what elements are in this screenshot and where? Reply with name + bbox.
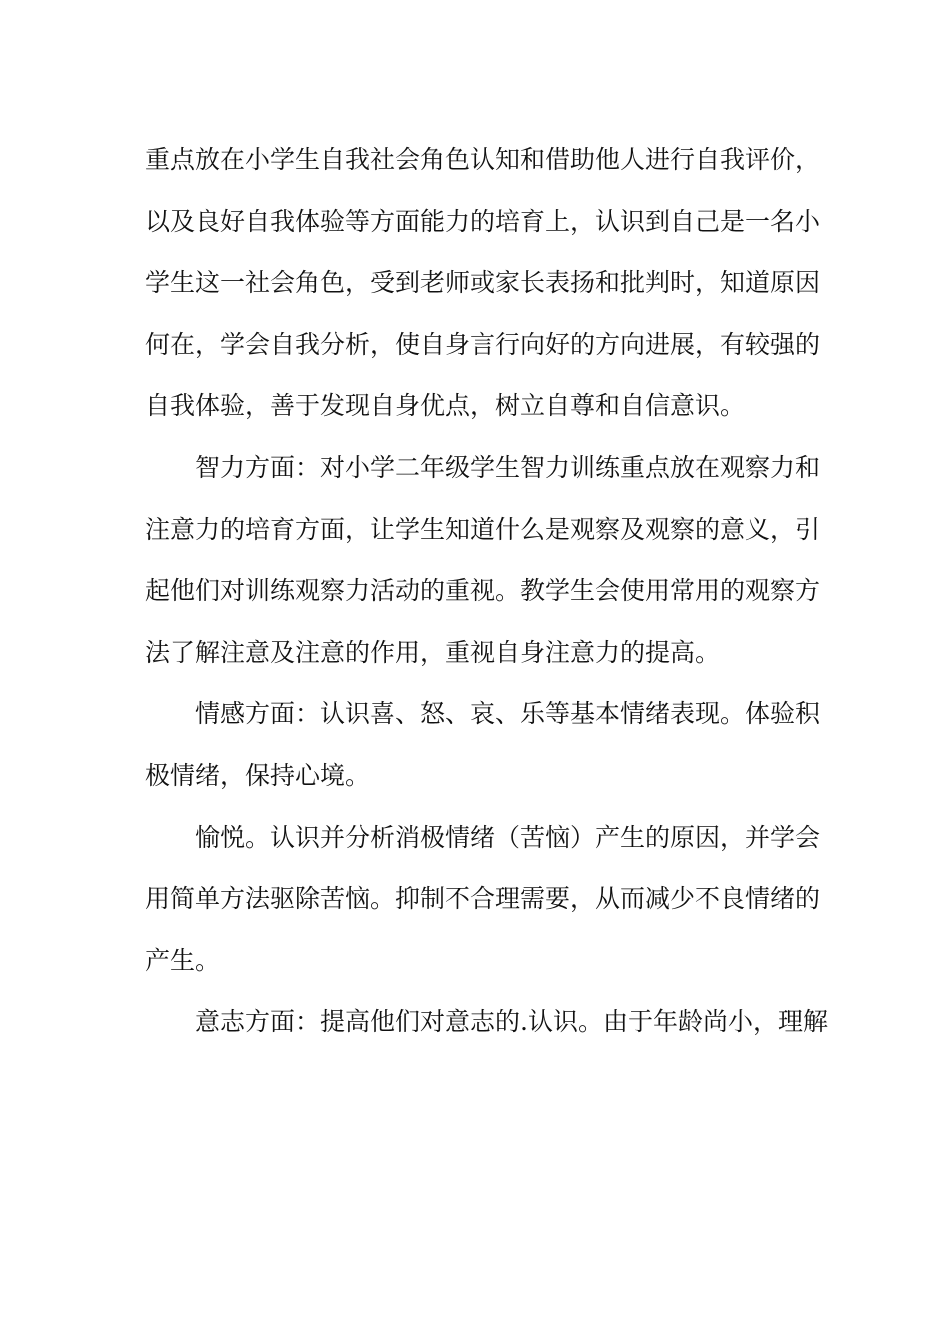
text-line: 何在，学会自我分析，使自身言行向好的方向进展，有较强的	[145, 329, 821, 359]
paragraph-start-intellect: 智力方面：对小学二年级学生智力训练重点放在观察力和	[195, 452, 821, 482]
text-line: 极情绪，保持心境。	[145, 760, 371, 790]
text-line: 注意力的培育方面，让学生知道什么是观察及观察的意义，引	[145, 514, 821, 544]
text-line: 用简单方法驱除苦恼。抑制不合理需要，从而减少不良情绪的	[145, 884, 821, 914]
document-body	[145, 129, 828, 1053]
text-line: 以及良好自我体验等方面能力的培育上，认识到自己是一名小	[145, 206, 821, 236]
paragraph-start-will: 意志方面：提高他们对意志的.认识。由于年龄尚小，理解	[195, 1007, 828, 1037]
text-line: 自我体验，善于发现自身优点，树立自尊和自信意识。	[145, 391, 746, 421]
text-line: 产生。	[145, 945, 221, 975]
text-line: 起他们对训练观察力活动的重视。教学生会使用常用的观察方	[145, 576, 821, 606]
paragraph-start-pleasure: 愉悦。认识并分析消极情绪（苦恼）产生的原因，并学会	[195, 822, 821, 852]
paragraph-start-emotion: 情感方面：认识喜、怒、哀、乐等基本情绪表现。体验积	[195, 699, 821, 729]
text-line: 法了解注意及注意的作用，重视自身注意力的提高。	[145, 637, 721, 667]
text-line: 重点放在小学生自我社会角色认知和借助他人进行自我评价，	[145, 145, 821, 174]
text-line: 学生这一社会角色，受到老师或家长表扬和批判时，知道原因	[145, 268, 821, 298]
